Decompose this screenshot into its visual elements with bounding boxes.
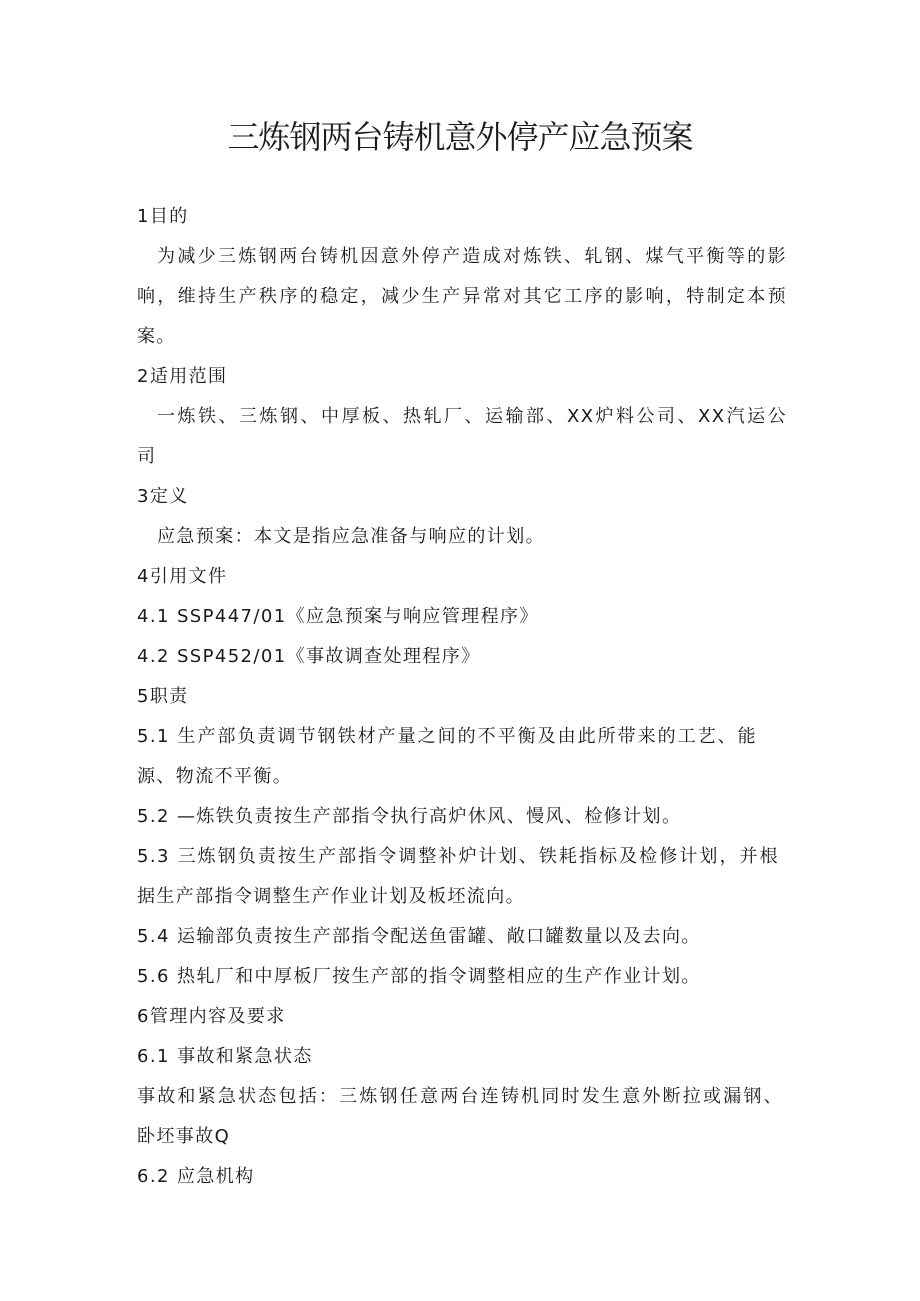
section-heading-references: 4引用文件 (137, 566, 228, 587)
paragraph-line: 案。 (137, 326, 176, 347)
section-heading-purpose: 1目的 (137, 206, 189, 227)
section-heading-responsibilities: 5职责 (137, 686, 189, 707)
responsibility-line: 源、物流不平衡。 (137, 766, 293, 787)
section-heading-definition: 3定义 (137, 486, 189, 507)
reference-item: 4.2 SSP452/01《事故调查处理程序》 (137, 646, 481, 667)
document-title: 三炼钢两台铸机意外停产应急预案 (227, 118, 693, 156)
section-heading-scope: 2适用范围 (137, 366, 228, 387)
subsection-heading: 6.2 应急机构 (137, 1166, 255, 1187)
reference-item: 4.1 SSP447/01《应急预案与响应管理程序》 (137, 606, 539, 627)
paragraph-line: 卧坯事故Q (137, 1126, 231, 1147)
responsibility-line: 5.4 运输部负责按生产部指令配送鱼雷罐、敞口罐数量以及去向。 (137, 926, 701, 947)
paragraph-line: 为减少三炼钢两台铸机因意外停产造成对炼铁、轧钢、煤气平衡等的影 (157, 246, 787, 267)
section-heading-management: 6管理内容及要求 (137, 1006, 286, 1027)
responsibility-line: 据生产部指令调整生产作业计划及板坯流向。 (137, 886, 525, 907)
subsection-heading: 6.1 事故和紧急状态 (137, 1046, 313, 1067)
responsibility-line: 5.1 生产部负责调节钢铁材产量之间的不平衡及由此所带来的工艺、能 (137, 726, 757, 747)
paragraph-line: 响，维持生产秩序的稳定，减少生产异常对其它工序的影响，特制定本预 (137, 286, 787, 307)
paragraph-line: 一炼铁、三炼钢、中厚板、热轧厂、运输部、XX炉料公司、XX汽运公 (157, 406, 787, 427)
paragraph-line: 司 (137, 446, 157, 467)
paragraph-line: 应急预案：本文是指应急准备与响应的计划。 (157, 526, 545, 547)
responsibility-line: 5.2 —炼铁负责按生产部指令执行高炉休风、慢风、检修计划。 (137, 806, 682, 827)
responsibility-line: 5.6 热轧厂和中厚板厂按生产部的指令调整相应的生产作业计划。 (137, 966, 701, 987)
paragraph-line: 事故和紧急状态包括：三炼钢任意两台连铸机同时发生意外断拉或漏钢、 (137, 1086, 783, 1107)
responsibility-line: 5.3 三炼钢负责按生产部指令调整补炉计划、铁耗指标及检修计划，并根 (137, 846, 779, 867)
